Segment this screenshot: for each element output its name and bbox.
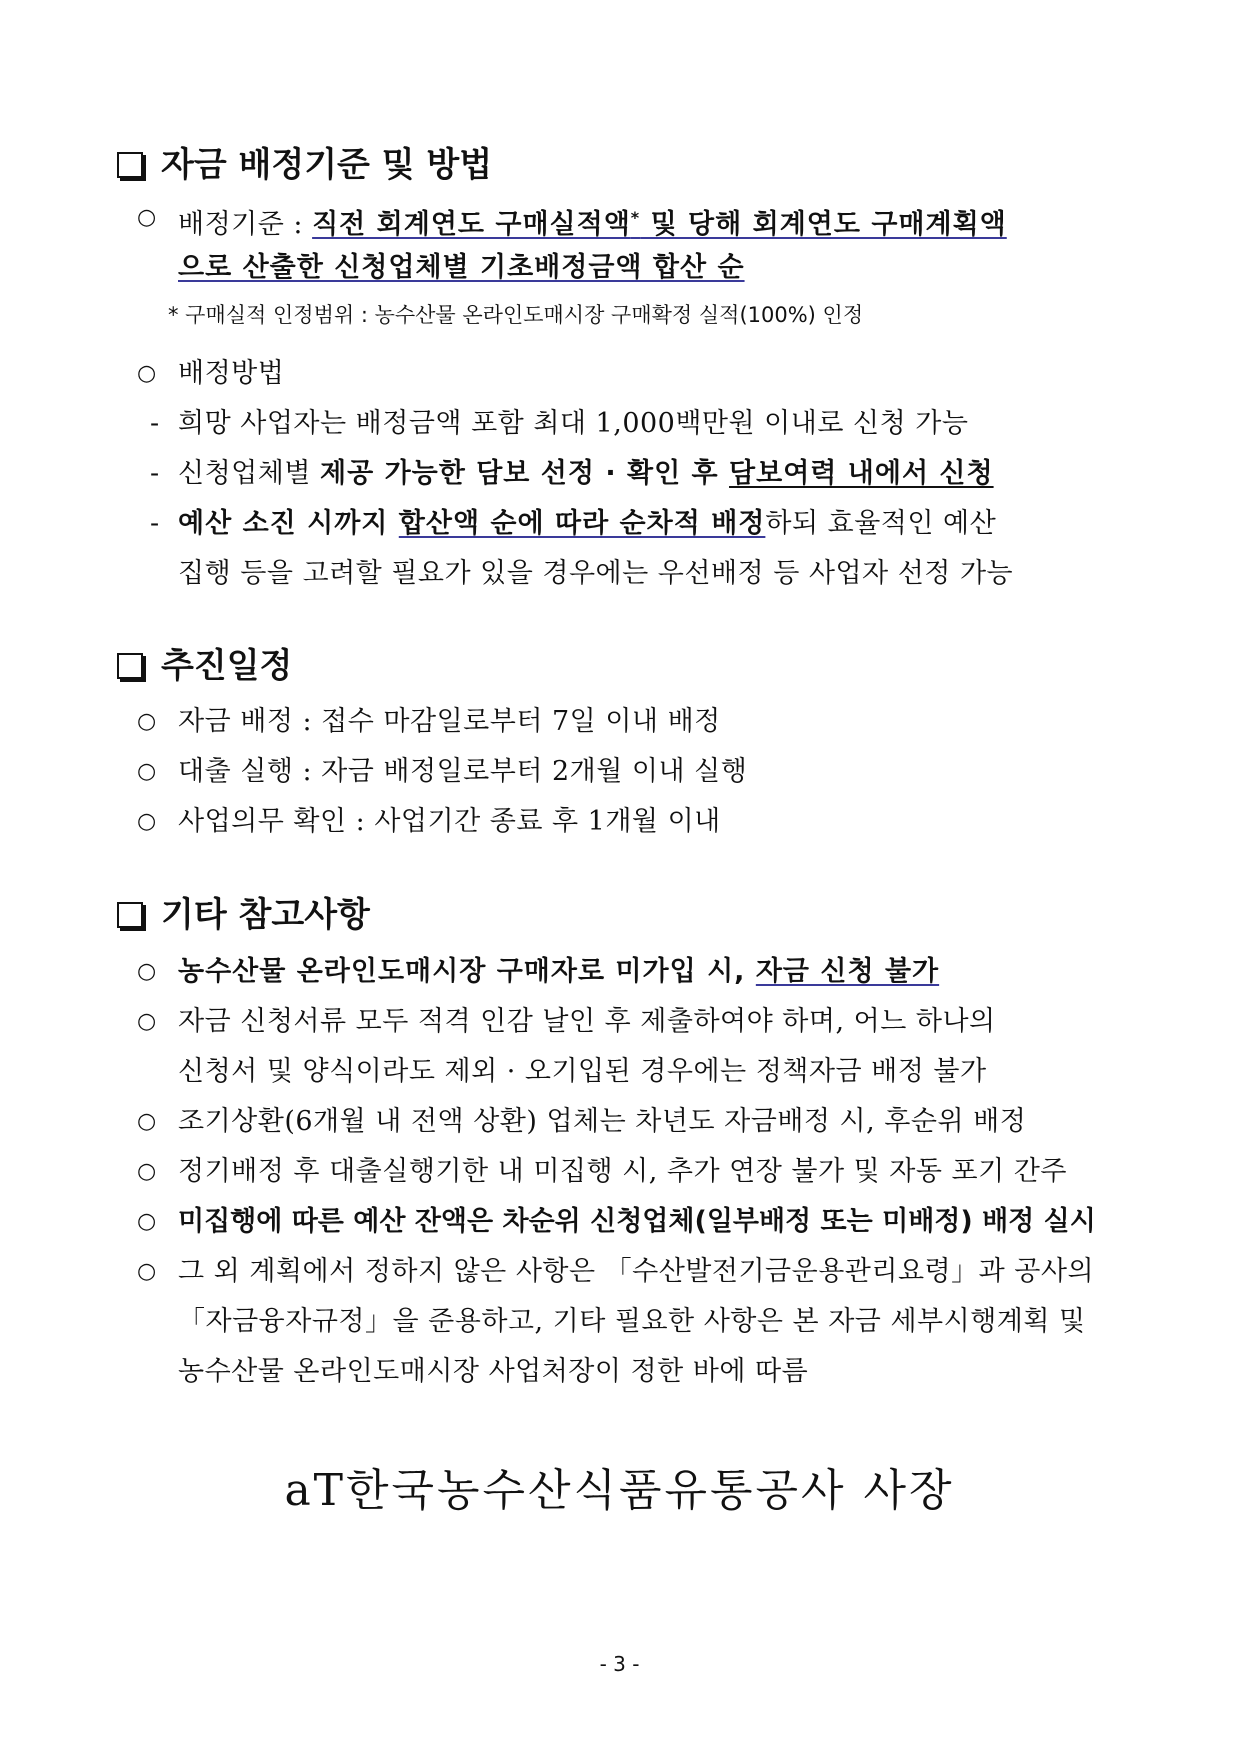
bullet-circle-icon: ○	[137, 809, 157, 834]
allocation-criteria-line-1: 배정기준 : 직전 회계연도 구매실적액* 및 당해 회계연도 구매계획액	[178, 208, 1007, 240]
checkbox-square-icon	[117, 653, 143, 679]
note-item-4: 정기배정 후 대출실행기한 내 미집행 시, 추가 연장 불가 및 자동 포기 간주	[178, 1156, 1067, 1187]
note-item-2-line-2: 신청서 및 양식이라도 제외 · 오기입된 경우에는 정책자금 배정 불가	[178, 1056, 987, 1087]
bullet-circle-icon: ○	[137, 709, 157, 734]
footnote-purchase-record: * 구매실적 인정범위 : 농수산물 온라인도매시장 구매확정 실적(100%) 인정	[168, 303, 864, 327]
dash-icon: -	[150, 458, 160, 489]
dash-icon: -	[150, 508, 160, 539]
bullet-circle-icon: ○	[137, 1259, 157, 1284]
schedule-item-3: 사업의무 확인 : 사업기간 종료 후 1개월 이내	[178, 806, 721, 837]
section-heading-allocation: 자금 배정기준 및 방법	[117, 145, 492, 185]
method-item-3-line-1: 예산 소진 시까지 합산액 순에 따라 순차적 배정하되 효율적인 예산	[178, 508, 997, 539]
allocation-criteria-line-2: 으로 산출한 신청업체별 기초배정금액 합산 순	[178, 252, 745, 283]
note-item-1: 농수산물 온라인도매시장 구매자로 미가입 시, 자금 신청 불가	[178, 956, 940, 987]
signature-title: aT한국농수산식품유통공사 사장	[284, 1465, 955, 1516]
method-item-3-line-2: 집행 등을 고려할 필요가 있을 경우에는 우선배정 등 사업자 선정 가능	[178, 558, 1014, 589]
bullet-circle-icon: ○	[137, 1209, 157, 1234]
note-item-5: 미집행에 따른 예산 잔액은 차순위 신청업체(일부배정 또는 미배정) 배정 실시	[178, 1206, 1096, 1237]
method-item-1: 희망 사업자는 배정금액 포함 최대 1,000백만원 이내로 신청 가능	[178, 408, 969, 439]
note-item-6-line-3: 농수산물 온라인도매시장 사업처장이 정한 바에 따름	[178, 1356, 809, 1387]
section-heading-schedule: 추진일정	[117, 646, 292, 686]
dash-icon: -	[150, 408, 160, 439]
bullet-circle-icon: ○	[137, 1109, 157, 1134]
bullet-circle-icon: ○	[137, 361, 157, 386]
note-item-6-line-2: 「자금융자규정」을 준용하고, 기타 필요한 사항은 본 자금 세부시행계획 및	[178, 1306, 1086, 1337]
note-item-2-line-1: 자금 신청서류 모두 적격 인감 날인 후 제출하여야 하며, 어느 하나의	[178, 1006, 996, 1037]
checkbox-square-icon	[117, 902, 143, 928]
schedule-item-1: 자금 배정 : 접수 마감일로부터 7일 이내 배정	[178, 706, 721, 737]
section-heading-notes: 기타 참고사항	[117, 895, 370, 935]
criteria-emphasis: 직전 회계연도 구매실적액* 및 당해 회계연도 구매계획액	[312, 208, 1007, 240]
page-number: - 3 -	[599, 1652, 640, 1676]
method-item-2: 신청업체별 제공 가능한 담보 선정 · 확인 후 담보여력 내에서 신청	[178, 458, 994, 489]
allocation-method-title: 배정방법	[178, 358, 285, 389]
note-item-3: 조기상환(6개월 내 전액 상환) 업체는 차년도 자금배정 시, 후순위 배정	[178, 1106, 1027, 1137]
schedule-item-2: 대출 실행 : 자금 배정일로부터 2개월 이내 실행	[178, 756, 748, 787]
note-item-6-line-1: 그 외 계획에서 정하지 않은 사항은 「수산발전기금운용관리요령」과 공사의	[178, 1256, 1095, 1287]
bullet-circle-icon: ○	[137, 959, 157, 984]
checkbox-square-icon	[117, 152, 143, 178]
bullet-circle-icon: ○	[137, 759, 157, 784]
bullet-circle-icon: ○	[137, 205, 157, 230]
bullet-circle-icon: ○	[137, 1009, 157, 1034]
bullet-circle-icon: ○	[137, 1159, 157, 1184]
